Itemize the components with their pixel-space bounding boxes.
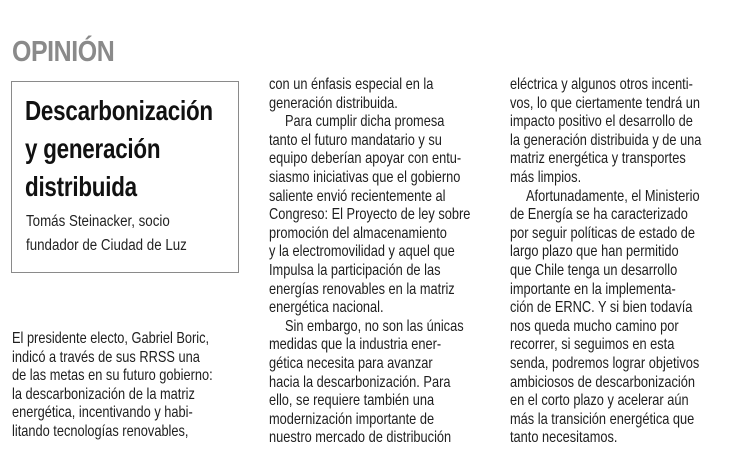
text-line: El presidente electo, Gabriel Boric, (12, 330, 210, 347)
text-line: nuestro mercado de distribución (269, 429, 452, 447)
text-line: eléctrica y algunos otros incenti- (510, 76, 693, 93)
text-line: por seguir políticas de estado de (510, 224, 696, 242)
text-line: la generación distribuida y de una (510, 131, 702, 149)
text-line: recorrer, si seguimos en esta (510, 336, 675, 354)
text-line: en el corto plazo y acelerar aún (510, 392, 689, 410)
article-headline (25, 92, 213, 206)
text-line: ello, se requiere también una (269, 392, 435, 410)
text-line: con un énfasis especial en la (269, 76, 434, 93)
text-line: vos, lo que ciertamente tendrá un (510, 94, 700, 112)
byline-line: fundador de Ciudad de Luz (26, 237, 187, 254)
headline-line: distribuida (25, 171, 137, 202)
text-line: energética, incentivando y habi- (12, 404, 193, 422)
text-line: importante en la implementa- (510, 280, 676, 298)
text-line: Impulsa la participación de las (269, 261, 441, 279)
headline-box (11, 81, 239, 273)
text-line: siasmo iniciativas que el gobierno (269, 168, 461, 186)
text-line: la descarbonización de la matriz (12, 385, 195, 403)
text-line: tanto el futuro mandatario y su (269, 131, 442, 149)
text-line: energética nacional. (269, 299, 384, 317)
text-line: Sin embargo, no son las únicas (285, 317, 464, 335)
byline-line: Tomás Steinacker, socio (26, 213, 170, 230)
text-line: hacia la descarbonización. Para (269, 373, 451, 391)
text-line: Congreso: El Proyecto de ley sobre (269, 206, 471, 224)
headline-line: Descarbonización (25, 95, 213, 126)
text-line: ambiciosos de descarbonización (510, 373, 695, 391)
text-line: tanto necesitamos. (510, 429, 618, 447)
text-line: promoción del almacenamiento (269, 224, 447, 242)
text-line: de las metas en su futuro gobierno: (12, 367, 213, 385)
text-line: indicó a través de sus RRSS una (12, 348, 200, 366)
text-line: medidas que la industria ener- (269, 336, 442, 354)
article-column-2 (269, 76, 470, 448)
text-line: largo plazo que han permitido (510, 243, 679, 261)
text-line: gética necesita para avanzar (269, 354, 433, 372)
text-line: más limpios. (510, 168, 582, 186)
article-column-1 (12, 330, 213, 442)
text-line: matriz energética y transportes (510, 150, 686, 168)
text-line: Afortunadamente, el Ministerio (526, 187, 700, 205)
text-line: de Energía se ha caracterizado (510, 206, 688, 224)
text-line: equipo deberían apoyar con entu- (269, 150, 462, 168)
text-line: que Chile tenga un desarrollo (510, 261, 678, 279)
text-line: ción de ERNC. Y si bien todavía (510, 299, 693, 317)
section-label: OPINIÓN (12, 36, 115, 68)
byline (26, 210, 187, 258)
article-column-3 (510, 76, 701, 448)
text-line: energías renovables en la matriz (269, 280, 455, 298)
text-line: y la electromovilidad y aquel que (269, 243, 455, 261)
text-line: generación distribuida. (269, 94, 398, 112)
text-line: senda, podremos lograr objetivos (510, 354, 700, 372)
text-line: saliente envió recientemente al (269, 187, 446, 205)
text-line: nos queda mucho camino por (510, 317, 679, 335)
text-line: modernización importante de (269, 410, 435, 428)
headline-line: y generación (25, 133, 161, 164)
text-line: litando tecnologías renovables, (12, 422, 189, 440)
text-line: impacto positivo el desarrollo de (510, 113, 693, 131)
text-line: más la transición energética que (510, 410, 695, 428)
text-line: Para cumplir dicha promesa (285, 113, 445, 131)
